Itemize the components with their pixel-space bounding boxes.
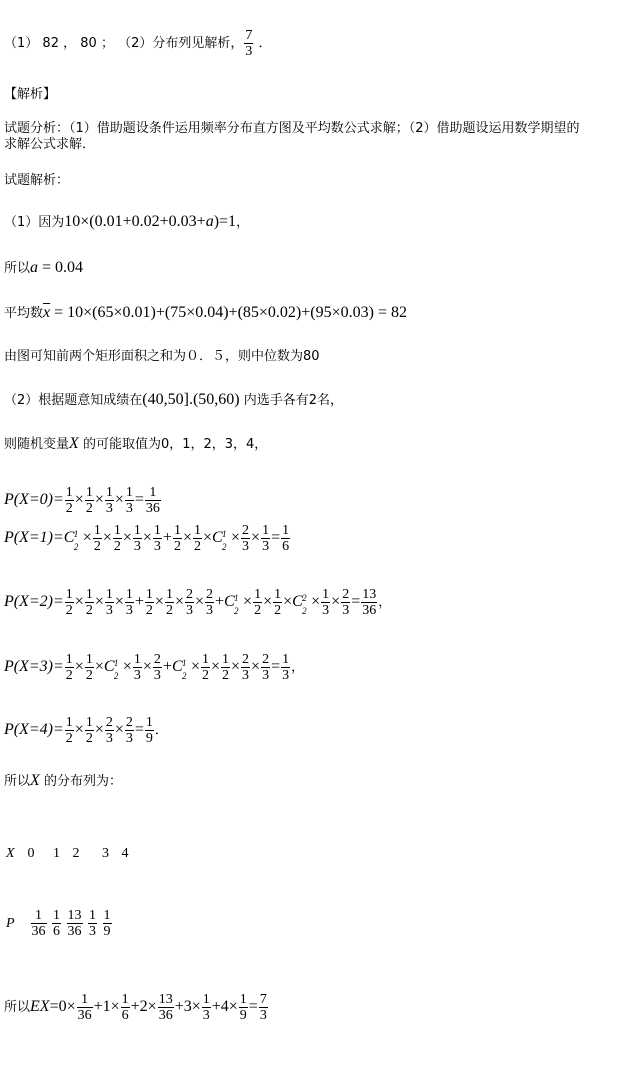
step-2: 所以a = 0.04 xyxy=(4,259,84,276)
distribution-row-x xyxy=(6,846,138,862)
table-x-value: 0 xyxy=(27,846,35,861)
expectation-result: $\frac{7}{3}$ xyxy=(259,992,267,1023)
solution-label: 试题解析： xyxy=(4,173,70,188)
answer-sep: ， xyxy=(63,36,77,51)
table-p-value: $\frac{1}{3}$ xyxy=(89,908,96,939)
prob-x0: P(X=0)= $\frac{1}{2}$ × $\frac{1}{2}$ × $\frac{1}{3}$ × $\frac{1}{3}$ = $\frac{1}{36}$ xyxy=(4,485,160,516)
answer-part2-prefix: （2） xyxy=(118,36,153,51)
table-p-value: $\frac{1}{9}$ xyxy=(103,908,111,939)
distribution-row-p xyxy=(6,908,113,939)
table-x-value: 2 xyxy=(72,846,80,861)
answer-end: ． xyxy=(258,36,272,51)
step-6-values: 则随机变量X 的可能取值为0，1，2，3，4， xyxy=(4,435,268,452)
table-x-label: X xyxy=(6,846,15,861)
distribution-intro: 所以X 的分布列为： xyxy=(4,772,122,789)
table-x-value: 3 xyxy=(102,846,109,861)
answer-median: 80 xyxy=(80,36,97,51)
step-1: （1）因为10×(0.01+0.02+0.03+a)=1， xyxy=(4,213,250,230)
step-4-median: 由图可知前两个矩形面积之和为０．５，则中位数为80 xyxy=(4,349,320,364)
table-x-value: 1 xyxy=(53,846,60,861)
prob-x1: P(X=1)=C 1 2 × $\frac{1}{2}$ × $\frac{1}{2}$ × $\frac{1}{3}$ × $\frac{1}{3}$ + $\frac{1}{2}$ × $\frac{1}{2}$ ×C 1 2 × $\frac{2}{3}$ × $\frac{1}{3}$ = $\frac{1}{6}$ xyxy=(4,523,290,554)
step-5-intervals: （2）根据题意知成绩在(40,50].(50,60) 内选手各有2名， xyxy=(4,391,344,408)
prob-x2: P(X=2)= $\frac{1}{2}$ × $\frac{1}{2}$ × $\frac{1}{3}$ × $\frac{1}{3}$ + $\frac{1}{2}$ × $\frac{1}{2}$ × $\frac{2}{3}$ × $\frac{2}{3}$ +C 1 2 × $\frac{1}{2}$ × $\frac{1}{2}$ ×C 2 2 × $\frac{1}{3}$ × $\frac{2}{3}$ = $\frac{13}{36}$ ， xyxy=(4,587,392,618)
analysis-line-2: 求解公式求解． xyxy=(4,137,96,152)
table-p-value: $\frac{1}{36}$ xyxy=(31,908,46,939)
answer-part2-text: 分布列见解析， xyxy=(152,36,244,51)
analysis-line-1: 试题分析：（1）借助题设条件运用频率分布直方图及平均数公式求解；（2）借助题设运用数学期望的 xyxy=(4,121,580,136)
table-p-label: P xyxy=(6,915,15,931)
answer-part1-prefix: （1） xyxy=(4,36,39,51)
table-p-value: $\frac{1}{6}$ xyxy=(53,908,60,939)
answer-fraction: $\frac{7}{3}$ xyxy=(245,28,253,59)
prob-x3: P(X=3)= $\frac{1}{2}$ × $\frac{1}{2}$ ×C 1 2 × $\frac{1}{3}$ × $\frac{2}{3}$ +C 1 2 × $\frac{1}{2}$ × $\frac{1}{2}$ × $\frac{2}{3}$ × $\frac{2}{3}$ = $\frac{1}{3}$ ， xyxy=(4,652,305,683)
section-heading: 【解析】 xyxy=(4,87,57,102)
table-p-value: $\frac{13}{36}$ xyxy=(67,908,82,939)
answer-mean: 82 xyxy=(42,36,59,51)
prob-x4: P(X=4)= $\frac{1}{2}$ × $\frac{1}{2}$ × $\frac{2}{3}$ × $\frac{2}{3}$ = $\frac{1}{9}$ ． xyxy=(4,715,168,746)
step-3-mean: 平均数$\overline{x} = 10\times(65\times 0.01)+(75\times 0.04)+(85\times 0.02)+(95\times 0.03) = 82$ xyxy=(4,304,407,321)
answer-sep2: ； xyxy=(100,36,114,51)
expectation-line: 所以EX=0× $\frac{1}{36}$ +1× $\frac{1}{6}$ +2× $\frac{13}{36}$ +3× $\frac{1}{3}$ +4× $\frac{1}{9}$ = $\frac{7}{3}$ xyxy=(4,992,267,1023)
answer-line xyxy=(4,28,272,59)
table-x-value: 4 xyxy=(121,846,129,861)
